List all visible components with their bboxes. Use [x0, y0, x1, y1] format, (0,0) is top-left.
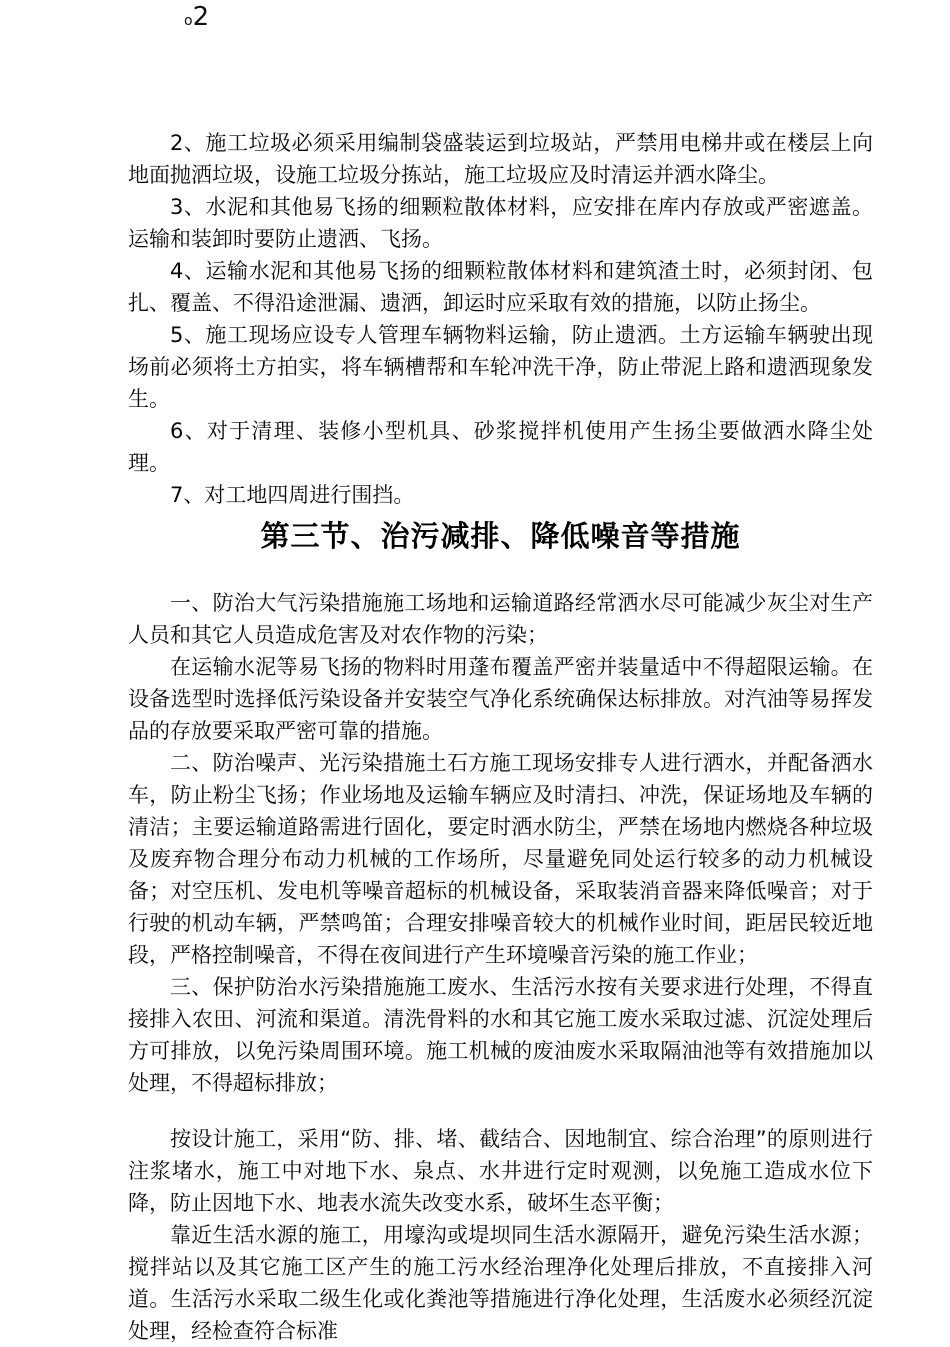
paragraph-air-pollution: 一、防治大气污染措施施工场地和运输道路经常洒水尽可能减少灰尘对生产人员和其它人员造成危害及对农作物的污染；: [128, 591, 873, 647]
paragraph-transport-cover: 在运输水泥等易飞扬的物料时用蓬布覆盖严密并装量适中不得超限运输。在设备选型时选择低污染设备并安装空气净化系统确保达标排放。对汽油等易挥发品的存放要采取严密可靠的措施。: [128, 655, 873, 743]
paragraph-dust-4: 4、运输水泥和其他易飞扬的细颗粒散体材料和建筑渣土时，必须封闭、包扎、覆盖、不得沿途泄漏、遗洒，卸运时应采取有效的措施，以防止扬尘。: [128, 259, 873, 315]
paragraph-dust-5: 5、施工现场应设专人管理车辆物料运输，防止遗洒。土方运输车辆驶出现场前必须将土方拍实，将车辆槽帮和车轮冲洗干净，防止带泥上路和遗洒现象发生。: [128, 323, 873, 411]
paragraph-noise-light-pollution: 二、防治噪声、光污染措施土石方施工现场安排专人进行洒水，并配备洒水车，防止粉尘飞扬；作业场地及运输车辆应及时清扫、冲洗，保证场地及车辆的清洁；主要运输道路需进行固化，要定时洒水防尘，严禁在场地内燃烧各种垃圾及废弃物合理分布动力机械的工作场所，尽量避免同处运行较多的动力机械设备；对空压机、发电机等噪音超标的机械设备，采取装消音器来降低噪音；对于行驶的机动车辆，严禁鸣笛；合理安排噪音较大的机械作业时间，距居民较近地段，严格控制噪音，不得在夜间进行产生环境噪音污染的施工作业；: [128, 751, 873, 967]
paragraph-dust-7: 7、对工地四周进行围挡。: [170, 483, 415, 507]
paragraph-dust-6: 6、对于清理、装修小型机具、砂浆搅拌机使用产生扬尘要做洒水降尘处理。: [128, 419, 873, 475]
paragraph-water-source-protection: 靠近生活水源的施工，用壕沟或堤坝同生活水源隔开，避免污染生活水源；搅拌站以及其它施工区产生的施工污水经治理净化处理后排放，不直接排入河道。生活污水采取二级生化或化粪池等措施进行净化处理，生活废水必须经沉淀处理，经检查符合标准: [128, 1223, 873, 1343]
paragraph-water-pollution: 三、保护防治水污染措施施工废水、生活污水按有关要求进行处理，不得直接排入农田、河流和渠道。清洗骨料的水和其它施工废水采取过滤、沉淀处理后方可排放，以免污染周围环境。施工机械的废油废水采取隔油池等有效措施加以处理，不得超标排放；: [128, 975, 873, 1095]
section-heading: 第三节、治污减排、降低噪音等措施: [260, 519, 741, 553]
page-number: o2: [184, 2, 210, 32]
paragraph-dust-3: 3、水泥和其他易飞扬的细颗粒散体材料，应安排在库内存放或严密遮盖。运输和装卸时要防止遗洒、飞扬。: [128, 195, 873, 251]
paragraph-dust-2: 2、施工垃圾必须采用编制袋盛装运到垃圾站，严禁用电梯井或在楼层上向地面抛洒垃圾，设施工垃圾分拣站，施工垃圾应及时清运并洒水降尘。: [128, 131, 873, 187]
paragraph-grouting-water-blocking: 按设计施工，采用“防、排、堵、截结合、因地制宜、综合治理”的原则进行注浆堵水，施工中对地下水、泉点、水井进行定时观测，以免施工造成水位下降，防止因地下水、地表水流失改变水系，破坏生态平衡；: [128, 1127, 873, 1215]
document-content: [128, 127, 873, 1347]
